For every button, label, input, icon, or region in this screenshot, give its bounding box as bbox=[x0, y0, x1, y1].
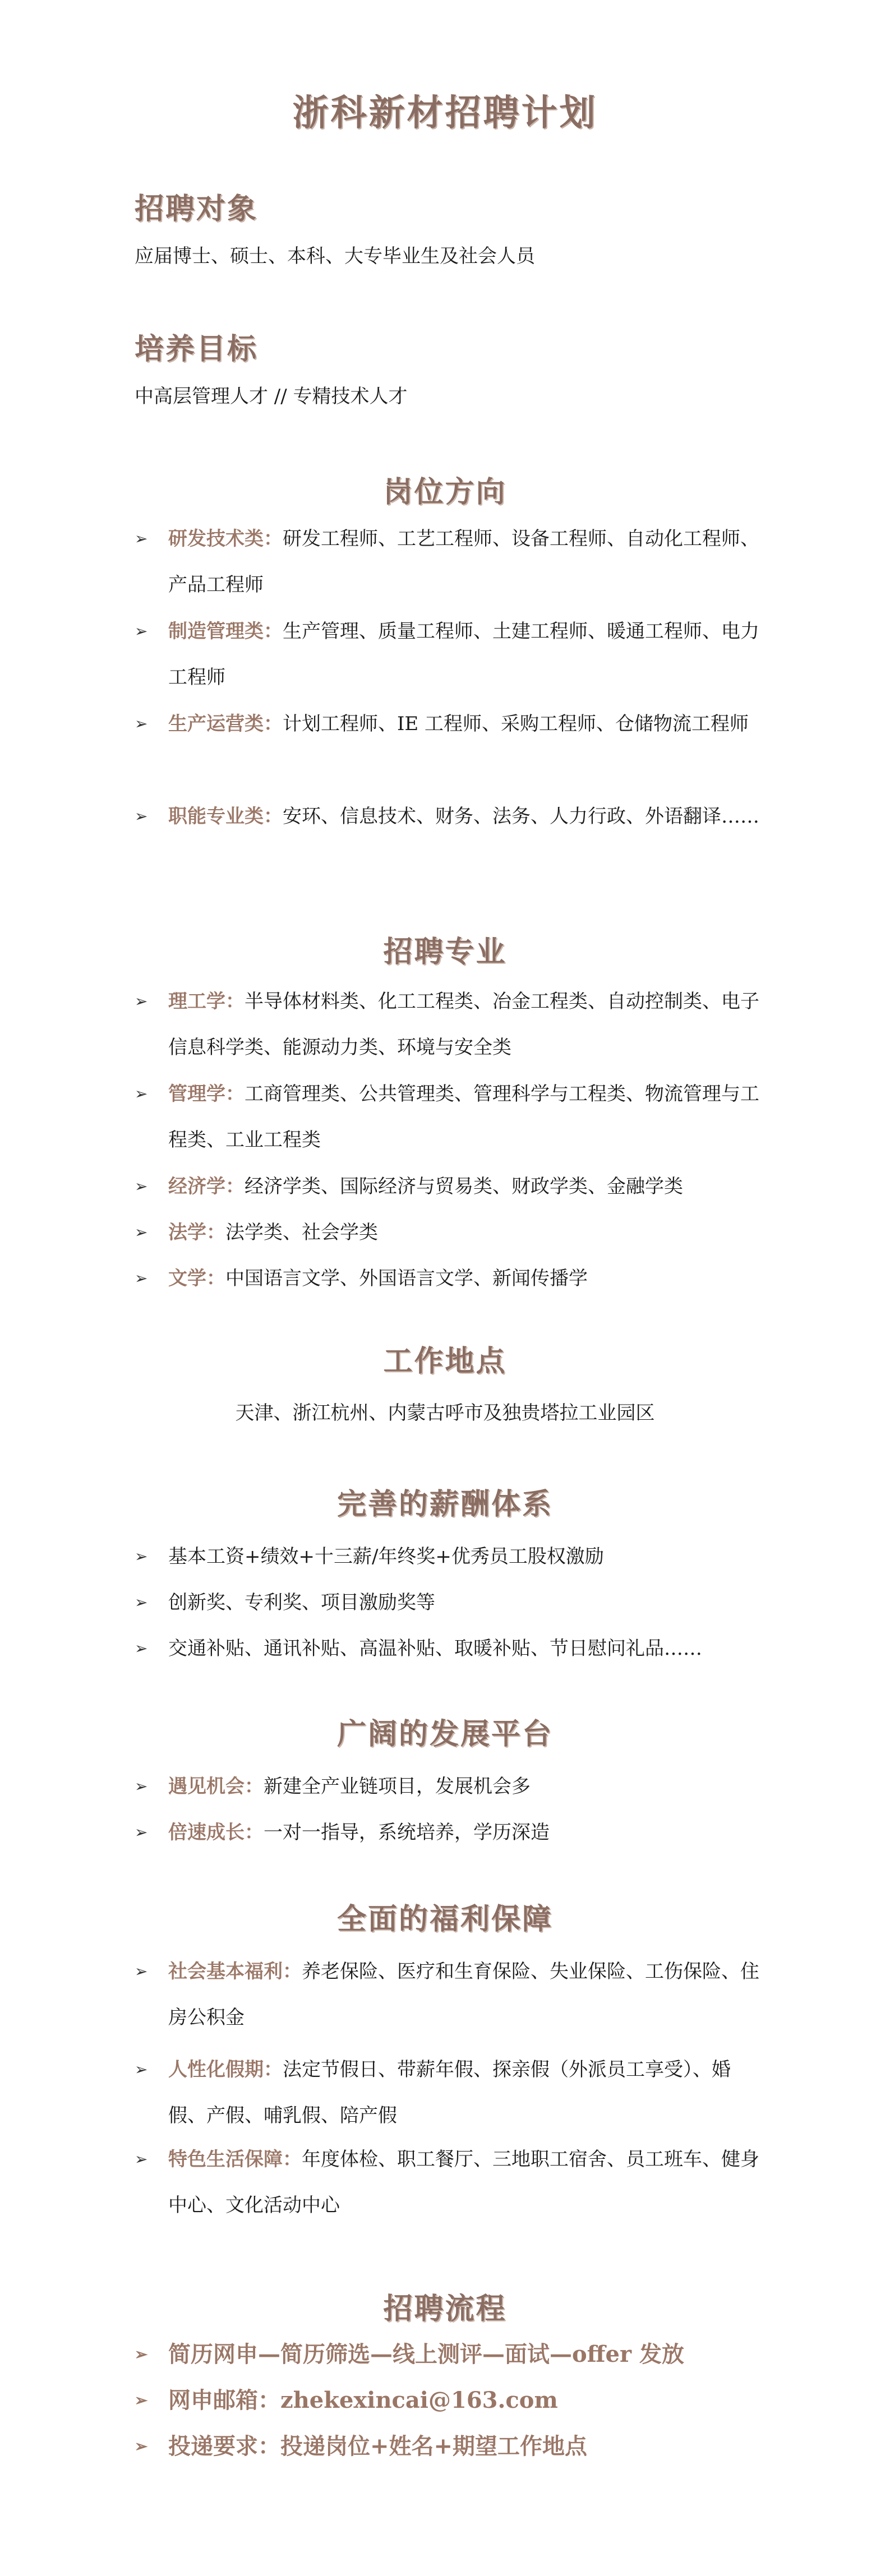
welfare-item bbox=[135, 2047, 768, 2139]
welfare-label: 社会基本福利： bbox=[168, 1960, 302, 1983]
arrow-icon: ➢ bbox=[135, 1269, 148, 1287]
major-item bbox=[135, 978, 768, 1070]
salary-item bbox=[135, 1626, 768, 1672]
process-text: 投递要求：投递岗位+姓名+期望工作地点 bbox=[168, 2433, 588, 2459]
arrow-icon: ➢ bbox=[135, 1962, 148, 1981]
position-label: 制造管理类： bbox=[168, 620, 283, 643]
arrow-icon: ➢ bbox=[135, 1223, 148, 1241]
major-label: 文学： bbox=[168, 1267, 225, 1290]
arrow-icon: ➢ bbox=[135, 2060, 148, 2079]
arrow-icon: ➢ bbox=[135, 1639, 148, 1658]
arrow-icon: ➢ bbox=[135, 529, 148, 548]
major-item bbox=[135, 1071, 768, 1163]
target-heading: 招聘对象 bbox=[135, 192, 259, 226]
platform-item bbox=[135, 1764, 768, 1809]
majors-heading: 招聘专业 bbox=[383, 935, 507, 969]
page-title: 浙科新材招聘计划 bbox=[292, 93, 598, 134]
salary-text: 创新奖、专利奖、项目激励奖等 bbox=[168, 1591, 435, 1614]
location-text: 天津、浙江杭州、内蒙古呼市及独贵塔拉工业园区 bbox=[235, 1402, 655, 1424]
arrow-icon: ➢ bbox=[135, 1084, 148, 1103]
arrow-icon: ➢ bbox=[135, 1547, 148, 1566]
goal-heading: 培养目标 bbox=[135, 333, 259, 366]
major-text: 中国语言文学、外国语言文学、新闻传播学 bbox=[225, 1267, 588, 1290]
major-text: 半导体材料类、化工工程类、冶金工程类、自动控制类、电子信息科学类、能源动力类、环境与安全类 bbox=[168, 990, 759, 1059]
position-item bbox=[135, 701, 768, 747]
process-item bbox=[135, 2341, 684, 2368]
major-item bbox=[135, 1209, 768, 1255]
arrow-icon: ➢ bbox=[135, 2150, 148, 2168]
arrow-icon: ➢ bbox=[135, 2391, 148, 2409]
arrow-icon: ➢ bbox=[135, 1777, 148, 1795]
arrow-icon: ➢ bbox=[135, 1177, 148, 1195]
salary-text: 基本工资+绩效+十三薪/年终奖+优秀员工股权激励 bbox=[168, 1545, 604, 1568]
welfare-label: 特色生活保障： bbox=[168, 2148, 302, 2171]
position-label: 职能专业类： bbox=[168, 805, 283, 828]
position-item bbox=[135, 516, 768, 608]
salary-item bbox=[135, 1580, 768, 1626]
salary-item bbox=[135, 1534, 768, 1580]
arrow-icon: ➢ bbox=[135, 622, 148, 640]
platform-label: 倍速成长： bbox=[168, 1821, 264, 1844]
position-text: 研发工程师、工艺工程师、设备工程师、自动化工程师、产品工程师 bbox=[168, 528, 759, 596]
salary-text: 交通补贴、通讯补贴、高温补贴、取暖补贴、节日慰问礼品…… bbox=[168, 1637, 702, 1660]
platform-heading: 广阔的发展平台 bbox=[336, 1718, 553, 1751]
major-text: 经济学类、国际经济与贸易类、财政学类、金融学类 bbox=[245, 1175, 683, 1198]
major-label: 经济学： bbox=[168, 1175, 245, 1198]
major-text: 工商管理类、公共管理类、管理科学与工程类、物流管理与工程类、工业工程类 bbox=[168, 1083, 759, 1151]
welfare-text: 养老保险、医疗和生育保险、失业保险、工伤保险、住房公积金 bbox=[168, 1960, 759, 2029]
welfare-text: 年度体检、职工餐厅、三地职工宿舍、员工班车、健身中心、文化活动中心 bbox=[168, 2148, 759, 2217]
location-heading: 工作地点 bbox=[383, 1345, 507, 1378]
platform-label: 遇见机会： bbox=[168, 1775, 264, 1798]
goal-text: 中高层管理人才 // 专精技术人才 bbox=[135, 385, 408, 408]
position-text: 计划工程师、IE 工程师、采购工程师、仓储物流工程师 bbox=[283, 713, 749, 735]
arrow-icon: ➢ bbox=[135, 807, 148, 825]
target-text: 应届博士、硕士、本科、大专毕业生及社会人员 bbox=[135, 245, 535, 267]
position-label: 生产运营类： bbox=[168, 713, 283, 735]
position-text: 生产管理、质量工程师、土建工程师、暖通工程师、电力工程师 bbox=[168, 620, 759, 689]
arrow-icon: ➢ bbox=[135, 714, 148, 733]
process-item bbox=[135, 2387, 558, 2414]
platform-item bbox=[135, 1809, 768, 1855]
platform-text: 新建全产业链项目，发展机会多 bbox=[264, 1775, 531, 1798]
process-text: 网申邮箱：zhekexincai@163.com bbox=[168, 2387, 558, 2413]
position-label: 研发技术类： bbox=[168, 528, 283, 550]
arrow-icon: ➢ bbox=[135, 1593, 148, 1612]
position-text: 安环、信息技术、财务、法务、人力行政、外语翻译…… bbox=[283, 805, 759, 828]
welfare-item bbox=[135, 1949, 768, 2041]
major-item bbox=[135, 1255, 768, 1301]
major-label: 理工学： bbox=[168, 990, 245, 1013]
position-item bbox=[135, 608, 768, 700]
arrow-icon: ➢ bbox=[135, 2437, 148, 2455]
position-item bbox=[135, 793, 768, 839]
welfare-text: 法定节假日、带薪年假、探亲假（外派员工享受）、婚假、产假、哺乳假、陪产假 bbox=[168, 2058, 731, 2127]
welfare-heading: 全面的福利保障 bbox=[336, 1903, 553, 1936]
process-item bbox=[135, 2433, 587, 2460]
welfare-label: 人性化假期： bbox=[168, 2058, 283, 2081]
major-item bbox=[135, 1164, 768, 1209]
arrow-icon: ➢ bbox=[135, 1823, 148, 1841]
platform-text: 一对一指导，系统培养，学历深造 bbox=[264, 1821, 550, 1844]
process-heading: 招聘流程 bbox=[383, 2292, 507, 2326]
positions-heading: 岗位方向 bbox=[383, 476, 507, 509]
major-text: 法学类、社会学类 bbox=[225, 1221, 378, 1244]
process-text: 简历网申—简历筛选—线上测评—面试—offer 发放 bbox=[168, 2341, 684, 2367]
welfare-item bbox=[135, 2136, 768, 2228]
arrow-icon: ➢ bbox=[135, 2345, 148, 2363]
salary-heading: 完善的薪酬体系 bbox=[336, 1488, 553, 1521]
major-label: 法学： bbox=[168, 1221, 225, 1244]
arrow-icon: ➢ bbox=[135, 992, 148, 1010]
major-label: 管理学： bbox=[168, 1083, 245, 1105]
